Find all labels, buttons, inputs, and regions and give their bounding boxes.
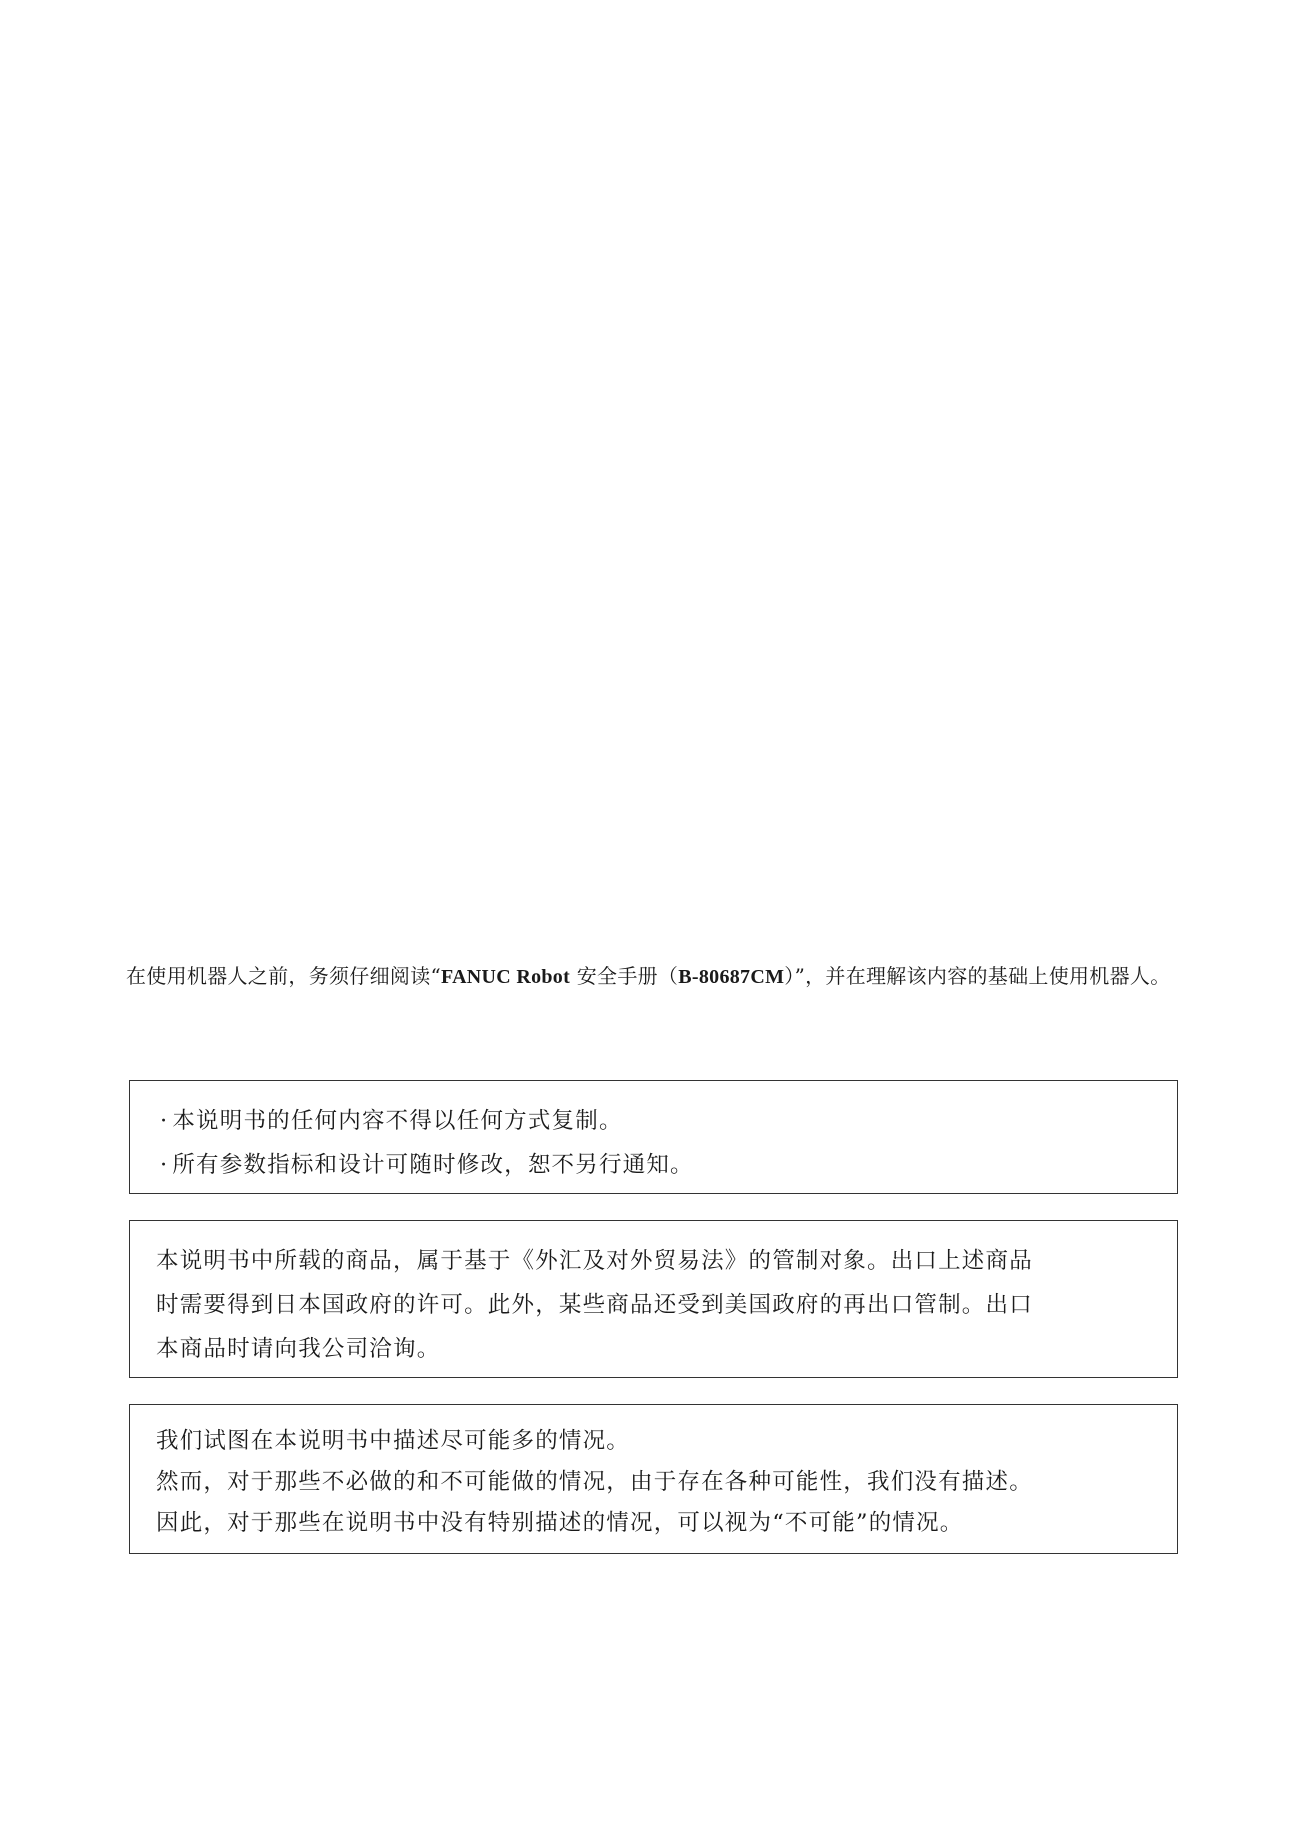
intro-doc-code: B-80687CM <box>678 966 785 988</box>
intro-brand: FANUC Robot <box>441 966 571 988</box>
copyright-notice-box <box>129 1080 1178 1194</box>
export-line-3: 本商品时请向我公司洽询。 <box>156 1336 441 1362</box>
notice-line-2 <box>160 1143 1177 1187</box>
scope-disclaimer-box <box>129 1404 1178 1554</box>
scope-line-2: 然而，对于那些不必做的和不可能做的情况，由于存在各种可能性，我们没有描述。 <box>156 1469 1033 1495</box>
scope-line-3: 因此，对于那些在说明书中没有特别描述的情况，可以视为“不可能”的情况。 <box>156 1510 964 1536</box>
safety-manual-intro <box>126 958 1186 995</box>
bullet-icon: · <box>160 1152 169 1178</box>
notice-line-1 <box>160 1099 1177 1143</box>
intro-text-c: ）”，并在理解该内容的基础上使用机器人。 <box>784 964 1171 988</box>
export-line-2: 时需要得到日本国政府的许可。此外，某些商品还受到美国政府的再出口管制。出口 <box>156 1292 1033 1318</box>
intro-text-b: 安全手册（ <box>570 964 679 988</box>
intro-text-a: 在使用机器人之前，务须仔细阅读“ <box>126 964 442 988</box>
notice-text-1: 本说明书的任何内容不得以任何方式复制。 <box>172 1108 623 1134</box>
export-line-1: 本说明书中所载的商品，属于基于《外汇及对外贸易法》的管制对象。出口上述商品 <box>156 1248 1033 1274</box>
export-control-box <box>129 1220 1178 1378</box>
notice-text-2: 所有参数指标和设计可随时修改，恕不另行通知。 <box>172 1152 694 1178</box>
bullet-icon: · <box>160 1108 169 1134</box>
scope-line-1: 我们试图在本说明书中描述尽可能多的情况。 <box>156 1428 631 1454</box>
